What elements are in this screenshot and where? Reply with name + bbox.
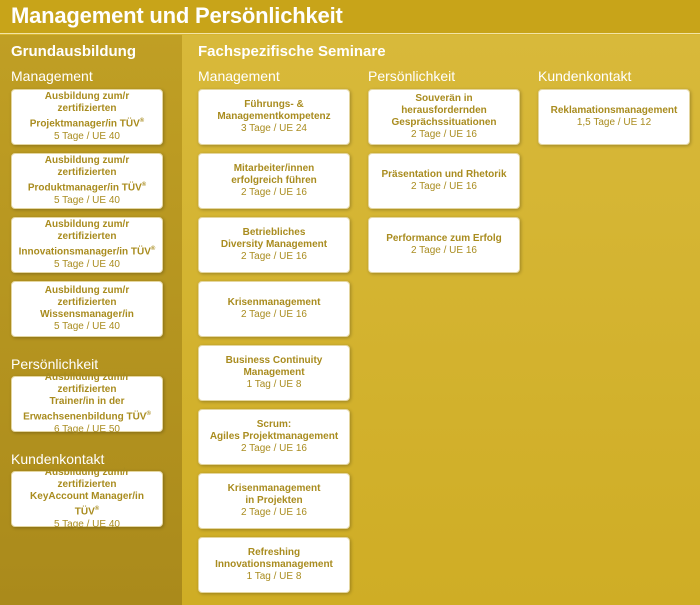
course-title: Ausbildung zum/r zertifizierten Trainer/in in der Erwachsenenbildung TÜV®	[23, 372, 151, 423]
seminar-card-refreshing-innovationsmanagement[interactable]	[198, 537, 350, 593]
seminar-title: Reklamationsmanagement	[550, 105, 678, 116]
fachspezifische-seminare-title: Fachspezifische Seminare	[198, 43, 386, 60]
right-category-kundenkontakt: Kundenkontakt	[538, 68, 632, 84]
course-title: Ausbildung zum/r zertifizierten Produktmanager/in TÜV®	[27, 155, 147, 194]
seminar-title: Scrum: Agiles Projektmanagement	[209, 419, 339, 442]
seminar-duration: 2 Tage / UE 16	[241, 309, 307, 320]
grundausbildung-title: Grundausbildung	[11, 43, 136, 60]
course-duration: 6 Tage / UE 50	[54, 423, 120, 435]
seminar-duration: 2 Tage / UE 16	[411, 181, 477, 192]
seminar-duration: 2 Tage / UE 16	[241, 507, 307, 518]
seminar-card-krisenmanagement[interactable]	[198, 281, 350, 337]
course-duration: 5 Tage / UE 40	[54, 130, 120, 142]
left-category-kundenkontakt: Kundenkontakt	[11, 451, 105, 467]
course-title: Ausbildung zum/r zertifizierten Projektmanager/in TÜV®	[29, 91, 145, 130]
seminar-title: Betriebliches Diversity Management	[220, 227, 328, 250]
seminar-duration: 1 Tag / UE 8	[246, 379, 302, 390]
seminar-card-praesentation-rhetorik[interactable]	[368, 153, 520, 209]
seminar-card-reklamationsmanagement[interactable]	[538, 89, 690, 145]
seminar-duration: 2 Tage / UE 16	[241, 443, 307, 454]
seminar-card-scrum[interactable]	[198, 409, 350, 465]
course-card-innovationsmanager[interactable]	[11, 217, 163, 273]
course-card-trainer[interactable]	[11, 372, 163, 435]
seminar-title: Performance zum Erfolg	[386, 233, 502, 244]
course-duration: 5 Tage / UE 40	[54, 518, 120, 530]
seminar-card-business-continuity[interactable]	[198, 345, 350, 401]
left-category-persoenlichkeit: Persönlichkeit	[11, 356, 99, 372]
seminar-title: Mitarbeiter/innen erfolgreich führen	[231, 163, 317, 186]
seminar-duration: 1,5 Tage / UE 12	[576, 117, 652, 128]
course-duration: 5 Tage / UE 40	[54, 194, 120, 206]
seminar-title: Souverän in herausfordernden Gesprächssituationen	[391, 93, 497, 128]
seminar-title: Krisenmanagement	[227, 297, 321, 308]
course-card-keyaccount-manager[interactable]	[11, 467, 163, 530]
seminar-card-mitarbeiter-fuehren[interactable]	[198, 153, 350, 209]
course-card-produktmanager[interactable]	[11, 153, 163, 209]
seminar-title: Refreshing Innovationsmanagement	[215, 547, 333, 570]
left-category-management: Management	[11, 68, 93, 84]
seminar-card-fuehrungskompetenz[interactable]	[198, 89, 350, 145]
seminar-title: Krisenmanagement in Projekten	[227, 483, 321, 506]
course-duration: 5 Tage / UE 40	[54, 321, 120, 332]
course-title: Ausbildung zum/r zertifizierten Innovationsmanager/in TÜV®	[18, 219, 156, 258]
course-card-wissensmanager[interactable]	[11, 281, 163, 337]
seminar-duration: 1 Tag / UE 8	[246, 571, 302, 582]
seminar-duration: 2 Tage / UE 16	[241, 187, 307, 198]
course-title: Ausbildung zum/r zertifizierten Wissensmanager/in	[40, 285, 134, 320]
seminar-card-performance-erfolg[interactable]	[368, 217, 520, 273]
seminar-title: Präsentation und Rhetorik	[381, 169, 507, 180]
course-duration: 5 Tage / UE 40	[54, 258, 120, 270]
seminar-duration: 3 Tage / UE 24	[241, 123, 307, 134]
seminar-duration: 2 Tage / UE 16	[411, 245, 477, 256]
right-category-persoenlichkeit: Persönlichkeit	[368, 68, 456, 84]
course-card-projektmanager[interactable]	[11, 89, 163, 145]
right-category-management: Management	[198, 68, 280, 84]
seminar-card-souveraen[interactable]	[368, 89, 520, 145]
page-header	[0, 0, 700, 34]
seminar-title: Führungs- & Managementkompetenz	[217, 99, 331, 122]
page-title: Management und Persönlichkeit	[11, 3, 343, 28]
seminar-duration: 2 Tage / UE 16	[411, 129, 477, 140]
seminar-card-krisenmanagement-projekte[interactable]	[198, 473, 350, 529]
seminar-card-diversity-management[interactable]	[198, 217, 350, 273]
course-title: Ausbildung zum/r zertifizierten KeyAccount Manager/in TÜV®	[30, 467, 144, 518]
seminar-duration: 2 Tage / UE 16	[241, 251, 307, 262]
seminar-title: Business Continuity Management	[225, 355, 323, 378]
